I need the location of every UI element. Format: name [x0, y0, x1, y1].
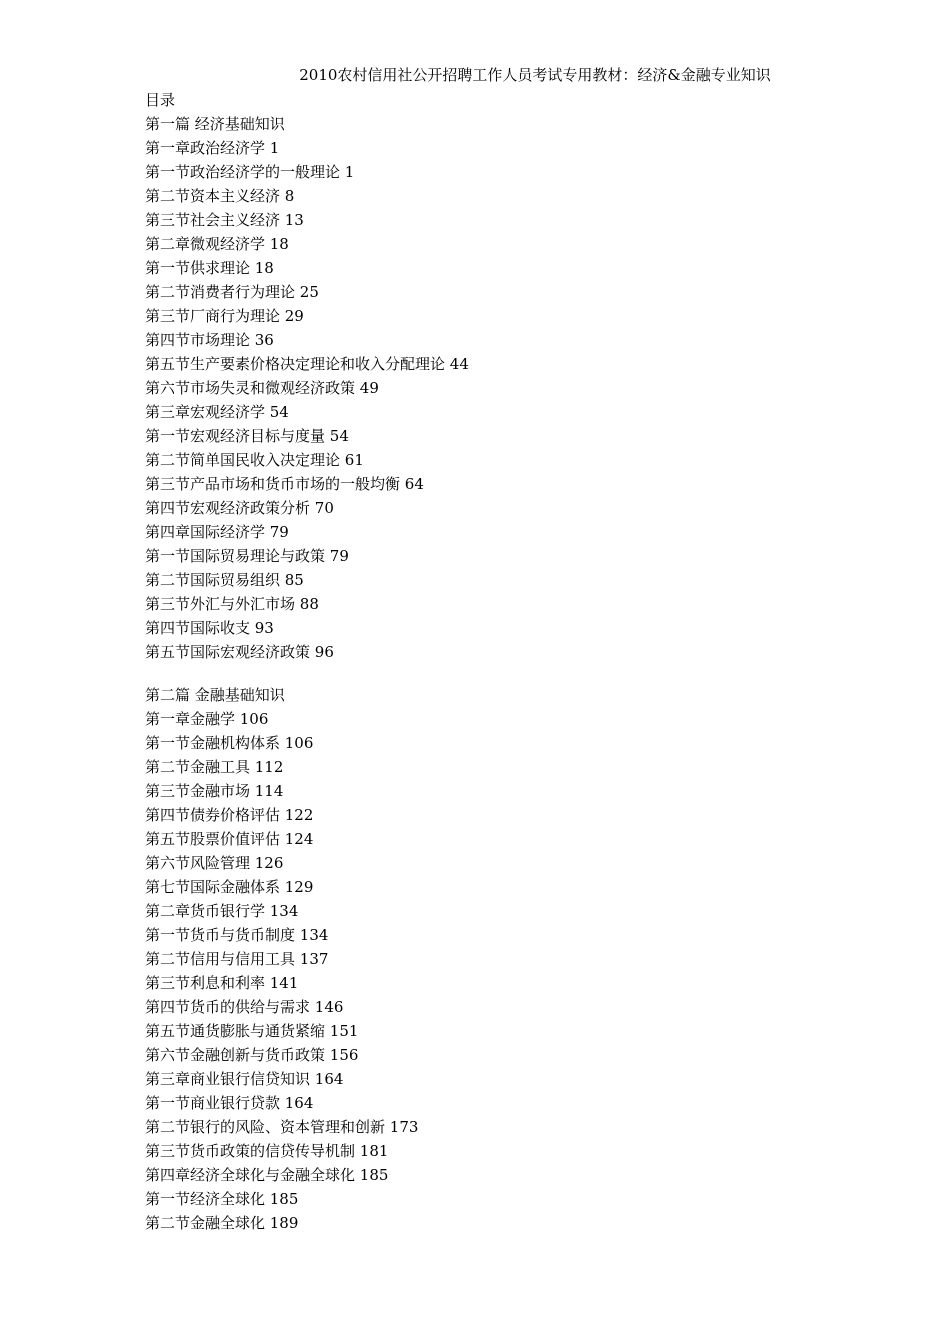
toc-entry: 第四节市场理论 36: [145, 331, 274, 349]
toc-entry: 第三节社会主义经济 13: [145, 211, 304, 229]
toc-entry: 第一节金融机构体系 106: [145, 734, 314, 752]
toc-entry: 第一节供求理论 18: [145, 259, 274, 277]
toc-entry: 第二节消费者行为理论 25: [145, 283, 319, 301]
toc-entry: 第三节利息和利率 141: [145, 974, 299, 992]
part1-section: [145, 112, 905, 664]
toc-entry: 第二节简单国民收入决定理论 61: [145, 451, 364, 469]
toc-entry: 第二节信用与信用工具 137: [145, 950, 329, 968]
toc-entry: 第四节国际收支 93: [145, 619, 274, 637]
toc-entry: 第一节国际贸易理论与政策 79: [145, 547, 349, 565]
toc-entry: 第六节市场失灵和微观经济政策 49: [145, 379, 379, 397]
toc-entry: 第五节通货膨胀与通货紧缩 151: [145, 1022, 359, 1040]
toc-entry: 第六节金融创新与货币政策 156: [145, 1046, 359, 1064]
part2-section: [145, 683, 905, 1235]
toc-entry: 第三节金融市场 114: [145, 782, 284, 800]
toc-entry: 第四节债券价格评估 122: [145, 806, 314, 824]
toc-entry: 第一节宏观经济目标与度量 54: [145, 427, 349, 445]
toc-entry: 第一节商业银行贷款 164: [145, 1094, 314, 1112]
toc-entry: 第三章商业银行信贷知识 164: [145, 1070, 344, 1088]
toc-entry: 第三节厂商行为理论 29: [145, 307, 304, 325]
toc-entry: 第三节产品市场和货币市场的一般均衡 64: [145, 475, 424, 493]
toc-entry: 第二节银行的风险、资本管理和创新 173: [145, 1118, 419, 1136]
toc-entry: 第三节货币政策的信贷传导机制 181: [145, 1142, 389, 1160]
toc-entry: 第五节生产要素价格决定理论和收入分配理论 44: [145, 355, 469, 373]
toc-entry: 第一章政治经济学 1: [145, 139, 280, 157]
section-spacer: [145, 664, 905, 683]
toc-entry: 第四节货币的供给与需求 146: [145, 998, 344, 1016]
toc-entry: 第一节政治经济学的一般理论 1: [145, 163, 355, 181]
toc-entry: 第五节股票价值评估 124: [145, 830, 314, 848]
toc-heading: 目录: [145, 91, 176, 109]
toc-entry: 第二节国际贸易组织 85: [145, 571, 304, 589]
toc-entry: 第一节货币与货币制度 134: [145, 926, 329, 944]
toc-entry: 第四章国际经济学 79: [145, 523, 289, 541]
toc-entry: 第四节宏观经济政策分析 70: [145, 499, 334, 517]
toc-entry: 第二节资本主义经济 8: [145, 187, 295, 205]
toc-entry: 第一节经济全球化 185: [145, 1190, 299, 1208]
toc-entry: 第二章微观经济学 18: [145, 235, 289, 253]
toc-entry: 第三章宏观经济学 54: [145, 403, 289, 421]
table-of-contents: [145, 88, 905, 1235]
toc-entry: 第六节风险管理 126: [145, 854, 284, 872]
part2-heading: 第二篇 金融基础知识: [145, 686, 285, 704]
document-title: 2010农村信用社公开招聘工作人员考试专用教材：经济&金融专业知识: [299, 66, 771, 84]
toc-entry: 第七节国际金融体系 129: [145, 878, 314, 896]
toc-entry: 第二节金融工具 112: [145, 758, 284, 776]
toc-entry: 第二章货币银行学 134: [145, 902, 299, 920]
toc-entry: 第二节金融全球化 189: [145, 1214, 299, 1232]
toc-entry: 第三节外汇与外汇市场 88: [145, 595, 319, 613]
toc-entry: 第一章金融学 106: [145, 710, 269, 728]
toc-entry: 第五节国际宏观经济政策 96: [145, 643, 334, 661]
toc-entry: 第四章经济全球化与金融全球化 185: [145, 1166, 389, 1184]
part1-heading: 第一篇 经济基础知识: [145, 115, 285, 133]
